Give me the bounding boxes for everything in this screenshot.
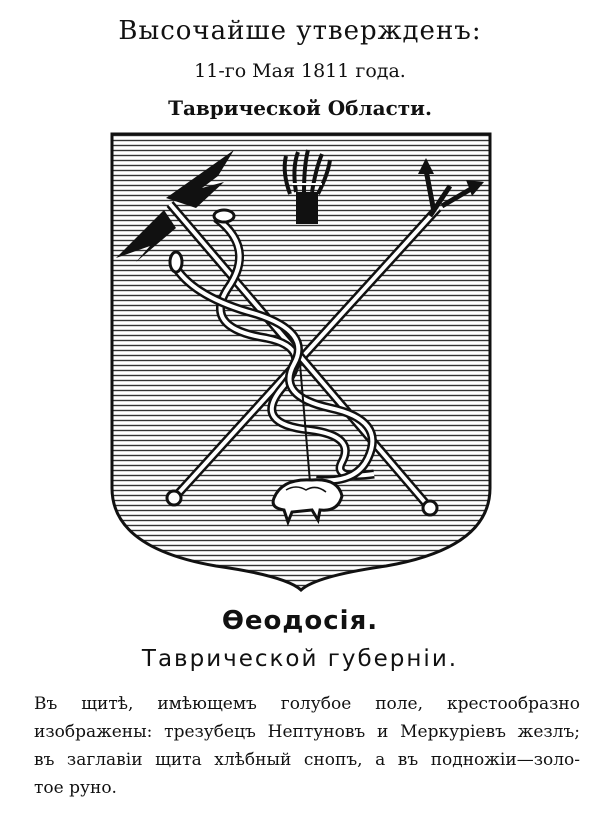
blazon-description	[34, 690, 580, 802]
description-line: Въ щитѣ, имѣющемъ голубое поле, крестообразно	[34, 694, 580, 714]
description-line: въ заглавіи щита хлѣбный снопъ, а въ подножіи—золо-	[34, 750, 580, 770]
province-name: Таврической губерніи.	[141, 646, 459, 672]
approval-heading: Высочайше утвержденъ:	[118, 16, 482, 46]
approval-date: 11-го Мая 1811 года.	[194, 60, 406, 82]
description-line: изображены: трезубецъ Нептуновъ и Меркуріевъ жезлъ;	[34, 722, 580, 742]
city-name: Ѳеодосія.	[221, 606, 379, 636]
shield-icon	[106, 128, 496, 593]
description-line: тое руно.	[34, 778, 117, 798]
region-title: Таврической Области.	[168, 96, 432, 120]
coat-of-arms	[106, 128, 496, 593]
